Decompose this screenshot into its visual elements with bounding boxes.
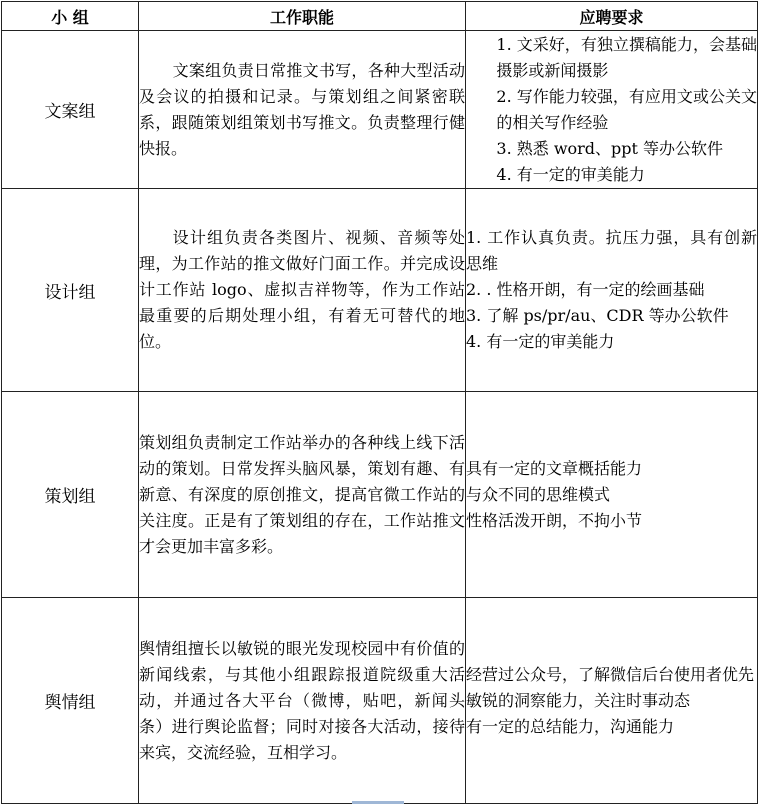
requirement-item: 有一定的总结能力，沟通能力	[466, 716, 675, 736]
requirement-item: 2. . 性格开朗，有一定的绘画基础	[466, 280, 705, 299]
duty-text: 文案组负责日常推文书写，各种大型活动及会议的拍摄和记录。与策划组之间紧密联系，跟随策划组策划书写推文。负责整理行健快报。	[139, 60, 465, 158]
group-cell-design: 设计组	[2, 189, 139, 392]
requirement-item: 经营过公众号，了解微信后台使用者优先	[466, 664, 755, 684]
recruitment-table	[1, 1, 758, 804]
table-row	[2, 598, 758, 804]
duty-text: 设计组负责各类图片、视频、音频等处理，为工作站的推文做好门面工作。并完成设计工作站 logo、虚拟吉祥物等，作为工作站最重要的后期处理小组，有着无可替代的地位。	[139, 228, 465, 351]
table-row	[2, 189, 758, 392]
duty-cell	[139, 189, 466, 392]
requirement-item: 敏锐的洞察能力，关注时事动态	[466, 690, 691, 710]
requirement-item: 性格活泼开朗，不拘小节	[466, 510, 643, 530]
header-duty: 工作职能	[139, 2, 466, 31]
requirement-item: 1. 工作认真负责。抗压力强，具有创新思维	[466, 228, 757, 273]
duty-cell	[139, 31, 466, 189]
requirement-cell	[466, 189, 758, 392]
requirement-item	[466, 136, 757, 162]
requirement-cell	[466, 598, 758, 804]
requirement-cell	[466, 31, 758, 189]
requirement-item-text: 3. 熟悉 word、ppt 等办公软件	[496, 138, 724, 158]
table-header-row	[2, 2, 758, 31]
group-cell-copywriting: 文案组	[2, 31, 139, 189]
requirement-item: 4. 有一定的审美能力	[496, 164, 645, 184]
requirement-cell	[466, 392, 758, 598]
page-divider	[352, 801, 404, 804]
requirement-item: 具有一定的文章概括能力	[466, 458, 643, 478]
requirement-item: 与众不同的思维模式	[466, 484, 611, 504]
duty-text: 舆情组擅长以敏锐的眼光发现校园中有价值的新闻线索，与其他小组跟踪报道院级重大活动，并通过各大平台（微博，贴吧，新闻头条）进行舆论监督；同时对接各大活动，接待来宾，交流经验，互相学习。	[139, 638, 465, 762]
duty-cell	[139, 598, 466, 804]
table-row	[2, 31, 758, 189]
table-row	[2, 392, 758, 598]
requirement-item: 1. 文采好，有独立撰稿能力，会基础摄影或新闻摄影	[496, 34, 757, 80]
group-cell-planning: 策划组	[2, 392, 139, 598]
header-group: 小 组	[2, 2, 139, 31]
requirement-item: 4. 有一定的审美能力	[466, 332, 615, 351]
requirement-item: 2. 写作能力较强，有应用文或公关文的相关写作经验	[496, 86, 757, 132]
header-requirement: 应聘要求	[466, 2, 758, 31]
duty-text: 策划组负责制定工作站举办的各种线上线下活动的策划。日常发挥头脑风暴，策划有趣、有新意、有深度的原创推文，提高官微工作站的关注度。正是有了策划组的存在，工作站推文才会更加丰富多彩。	[139, 432, 465, 556]
requirement-item: 3. 了解 ps/pr/au、CDR 等办公软件	[466, 306, 729, 325]
duty-cell	[139, 392, 466, 598]
group-cell-public-opinion: 舆情组	[2, 598, 139, 804]
